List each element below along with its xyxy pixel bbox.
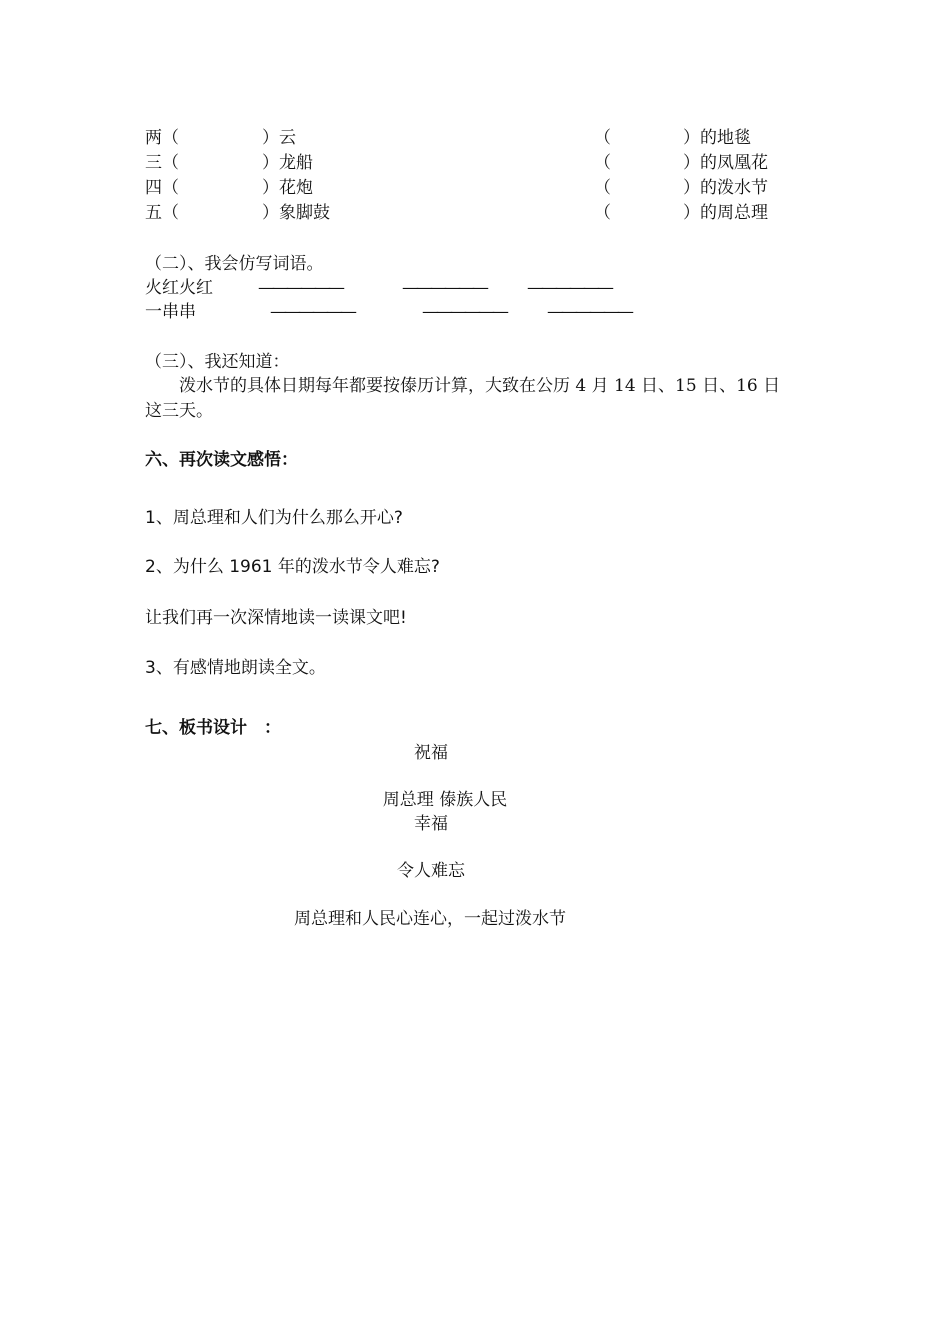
section3-paragraph: 泼水节的具体日期每年都要按傣历计算，大致在公历 4 月 14 日、15 日、16 日这三天。 — [145, 376, 781, 421]
answer-line: —————— — [547, 302, 631, 322]
answer-line: —————— — [258, 278, 342, 298]
answer-line: —————— — [270, 302, 354, 322]
answer-line: —————— — [422, 302, 506, 322]
example-word: 火红火红 — [145, 278, 213, 298]
blank-suffix: ）云 — [262, 128, 296, 148]
answer-line: —————— — [527, 278, 611, 298]
blank-suffix: ）花炮 — [262, 178, 313, 198]
board-line-happiness: 幸福 — [414, 814, 448, 834]
reading-note: 让我们再一次深情地读一读课文吧! — [145, 608, 407, 628]
answer-line: —————— — [402, 278, 486, 298]
blank-suffix: ）的凤凰花 — [683, 153, 768, 173]
blank-suffix: ）的周总理 — [683, 203, 768, 223]
blank-suffix: ）象脚鼓 — [262, 203, 330, 223]
blank-prefix: 三（ — [145, 153, 179, 173]
blank-prefix: 五（ — [145, 203, 179, 223]
board-line-unforgettable: 令人难忘 — [397, 861, 465, 881]
question-3: 3、有感情地朗读全文。 — [145, 658, 326, 678]
board-line-summary: 周总理和人民心连心，一起过泼水节 — [294, 909, 566, 929]
blank-prefix: 两（ — [145, 128, 179, 148]
blank-prefix: 四（ — [145, 178, 179, 198]
question-1: 1、周总理和人们为什么那么开心? — [145, 508, 403, 528]
blank-open: （ — [594, 153, 611, 173]
board-line-blessing: 祝福 — [414, 743, 448, 763]
blank-suffix: ）龙船 — [262, 153, 313, 173]
board-line-people: 周总理 傣族人民 — [382, 790, 508, 810]
section2-heading: （二）、我会仿写词语。 — [145, 254, 324, 274]
question-2: 2、为什么 1961 年的泼水节令人难忘? — [145, 557, 440, 577]
blank-open: （ — [594, 203, 611, 223]
blank-open: （ — [594, 178, 611, 198]
section6-heading: 六、再次读文感悟： — [145, 450, 298, 470]
section7-heading: 七、板书设计 ： — [145, 718, 281, 738]
section3-heading: （三）、我还知道： — [145, 352, 290, 372]
blank-suffix: ）的地毯 — [683, 128, 751, 148]
blank-open: （ — [594, 128, 611, 148]
example-word: 一串串 — [145, 302, 196, 322]
blank-suffix: ）的泼水节 — [683, 178, 768, 198]
